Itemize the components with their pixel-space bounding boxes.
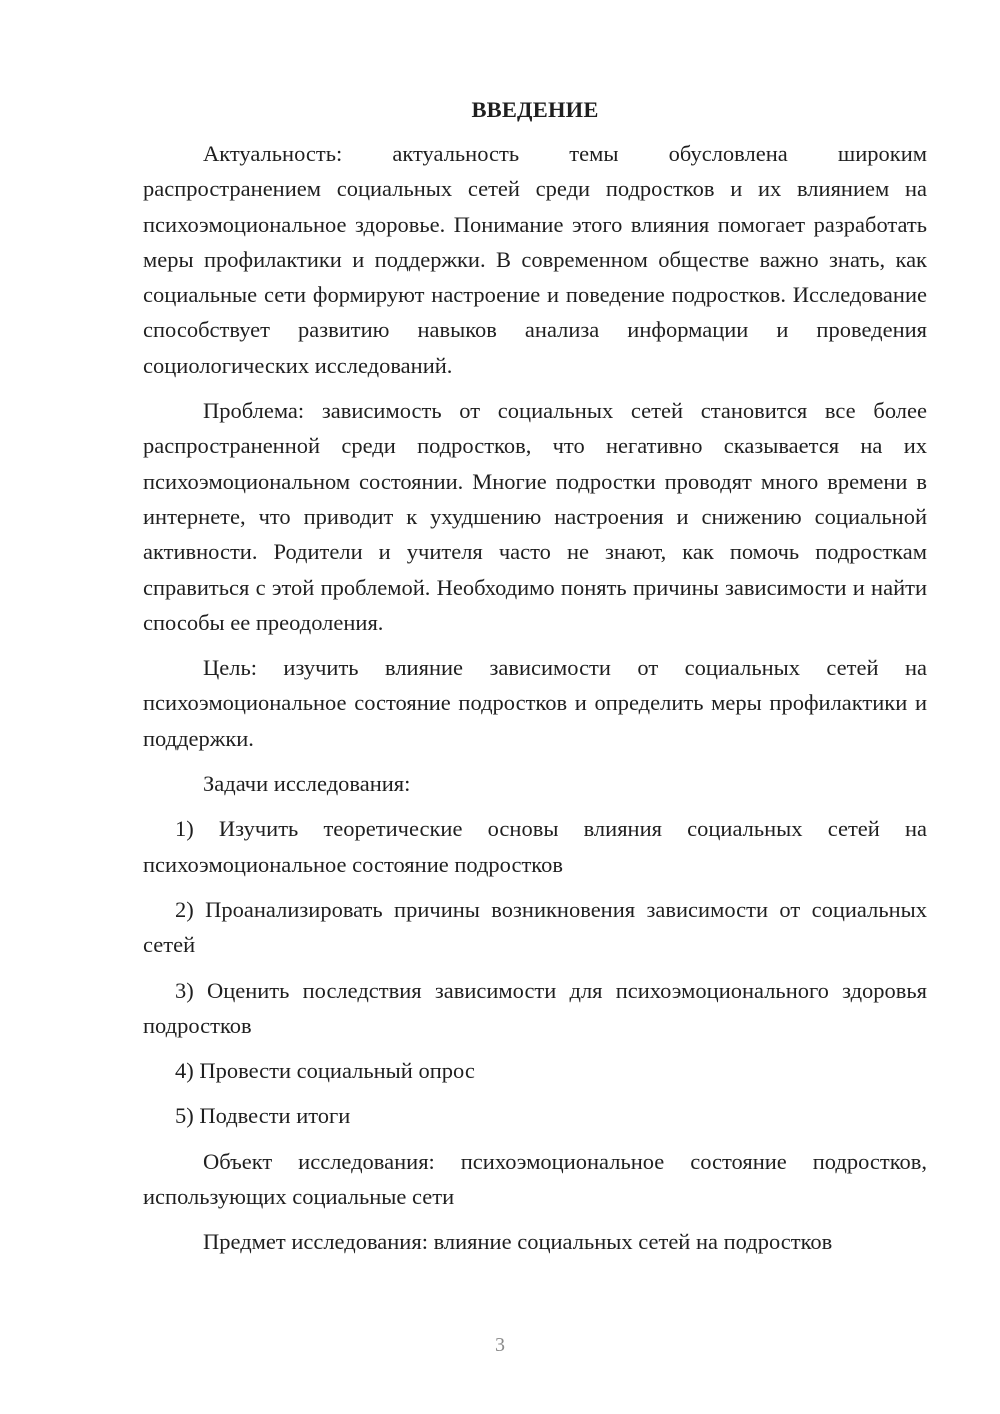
document-page — [143, 94, 927, 1270]
page-title: ВВЕДЕНИЕ — [471, 97, 599, 122]
list-item-number: 5) — [175, 1103, 194, 1129]
problem-paragraph: Проблема: зависимость от социальных сетей становится все более распространенной среди подростков, что негативно сказывается на их психоэмоциональном состоянии. Многие подростки проводят много времени в интернете, что приводит к ухудшению настроения и снижению социальной активности. Родители и учителя часто не знают, как помочь подросткам справиться с этой проблемой. Необходимо понять причины зависимости и найти способы ее преодоления. — [143, 398, 927, 635]
list-item — [143, 1053, 927, 1088]
list-item — [143, 811, 927, 882]
list-item-number: 4) — [175, 1058, 194, 1084]
list-item-number: 2) — [175, 896, 194, 922]
list-item-number: 3) — [175, 977, 194, 1003]
list-item-text: Изучить теоретические основы влияния социальных сетей на психоэмоциональное состояние подростков — [143, 816, 927, 877]
list-item-text: Провести социальный опрос — [199, 1058, 475, 1084]
list-item — [143, 1098, 927, 1133]
subject-paragraph: Предмет исследования: влияние социальных сетей на подростков — [203, 1229, 833, 1255]
list-item — [143, 892, 927, 963]
goal-paragraph: Цель: изучить влияние зависимости от социальных сетей на психоэмоциональное состояние подростков и определить меры профилактики и поддержки. — [143, 655, 927, 751]
object-paragraph: Объект исследования: психоэмоциональное состояние подростков, использующих социальные сети — [143, 1148, 927, 1210]
list-item-text: Подвести итоги — [199, 1103, 351, 1129]
relevance-paragraph: Актуальность: актуальность темы обусловлена широким распространением социальных сетей среди подростков и их влиянием на психоэмоциональное здоровье. Понимание этого влияния помогает разработать меры профилактики и поддержки. В современном обществе важно знать, как социальные сети формируют настроение и поведение подростков. Исследование способствует развитию навыков анализа информации и проведения социологических исследований. — [143, 141, 927, 378]
tasks-heading: Задачи исследования: — [203, 771, 411, 797]
list-item-text: Проанализировать причины возникновения зависимости от социальных сетей — [143, 896, 927, 958]
page-number: 3 — [495, 1334, 505, 1356]
tasks-list — [143, 811, 927, 1133]
list-item-text: Оценить последствия зависимости для психоэмоционального здоровья подростков — [143, 977, 928, 1038]
list-item — [143, 973, 927, 1044]
list-item-number: 1) — [175, 816, 194, 842]
